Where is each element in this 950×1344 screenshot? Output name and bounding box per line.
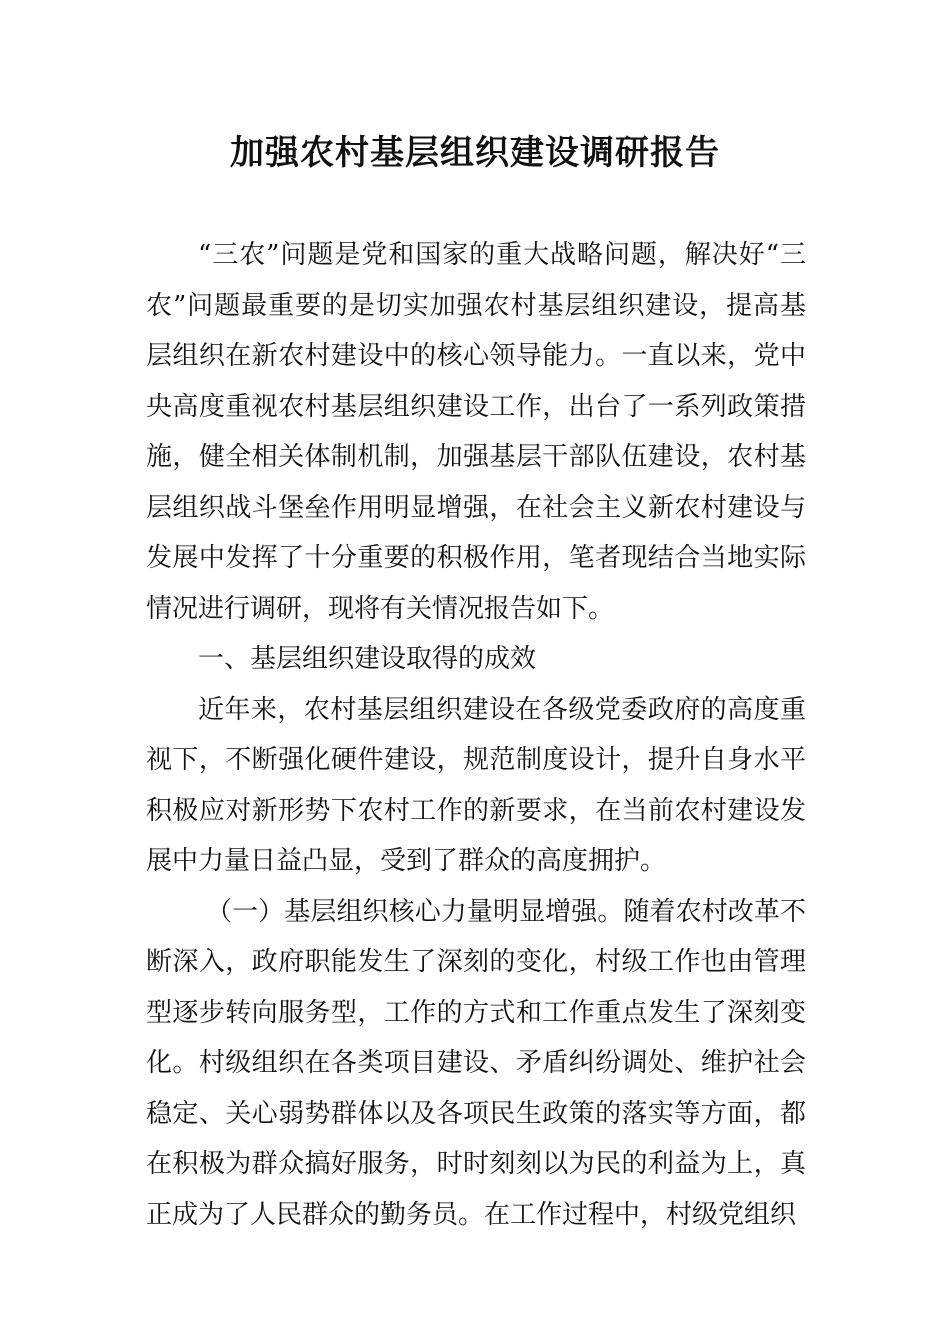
subsection-paragraph: （一）基层组织核心力量明显增强。随着农村改革不断深入，政府职能发生了深刻的变化，村级工作也由管理型逐步转向服务型，工作的方式和工作重点发生了深刻变化。村级组织在各类项目建设、矛盾纠纷调处、维护社会稳定、关心弱势群体以及各项民生政策的落实等方面，都在积极为群众搞好服务，时时刻刻以为民的利益为上，真正成为了人民群众的勤务员。在工作过程中，村级党组织: [146, 896, 806, 1230]
intro-paragraph: “三农”问题是党和国家的重大战略问题，解决好“三农”问题最重要的是切实加强农村基层组织建设，提高基层组织在新农村建设中的核心领导能力。一直以来，党中央高度重视农村基层组织建设工作，出台了一系列政策措施，健全相关体制机制，加强基层干部队伍建设，农村基层组织战斗堡垒作用明显增强，在社会主义新农村建设与发展中发挥了十分重要的积极作用，笔者现结合当地实际情况进行调研，现将有关情况报告如下。: [146, 240, 806, 624]
document-body: [146, 230, 806, 1240]
document-title: 加强农村基层组织建设调研报告: [230, 133, 720, 173]
section-heading: 一、基层组织建设取得的成效: [198, 644, 537, 674]
section-paragraph: 近年来，农村基层组织建设在各级党委政府的高度重视下，不断强化硬件建设，规范制度设计，提升自身水平积极应对新形势下农村工作的新要求，在当前农村建设发展中力量日益凸显，受到了群众的高度拥护。: [146, 694, 806, 876]
